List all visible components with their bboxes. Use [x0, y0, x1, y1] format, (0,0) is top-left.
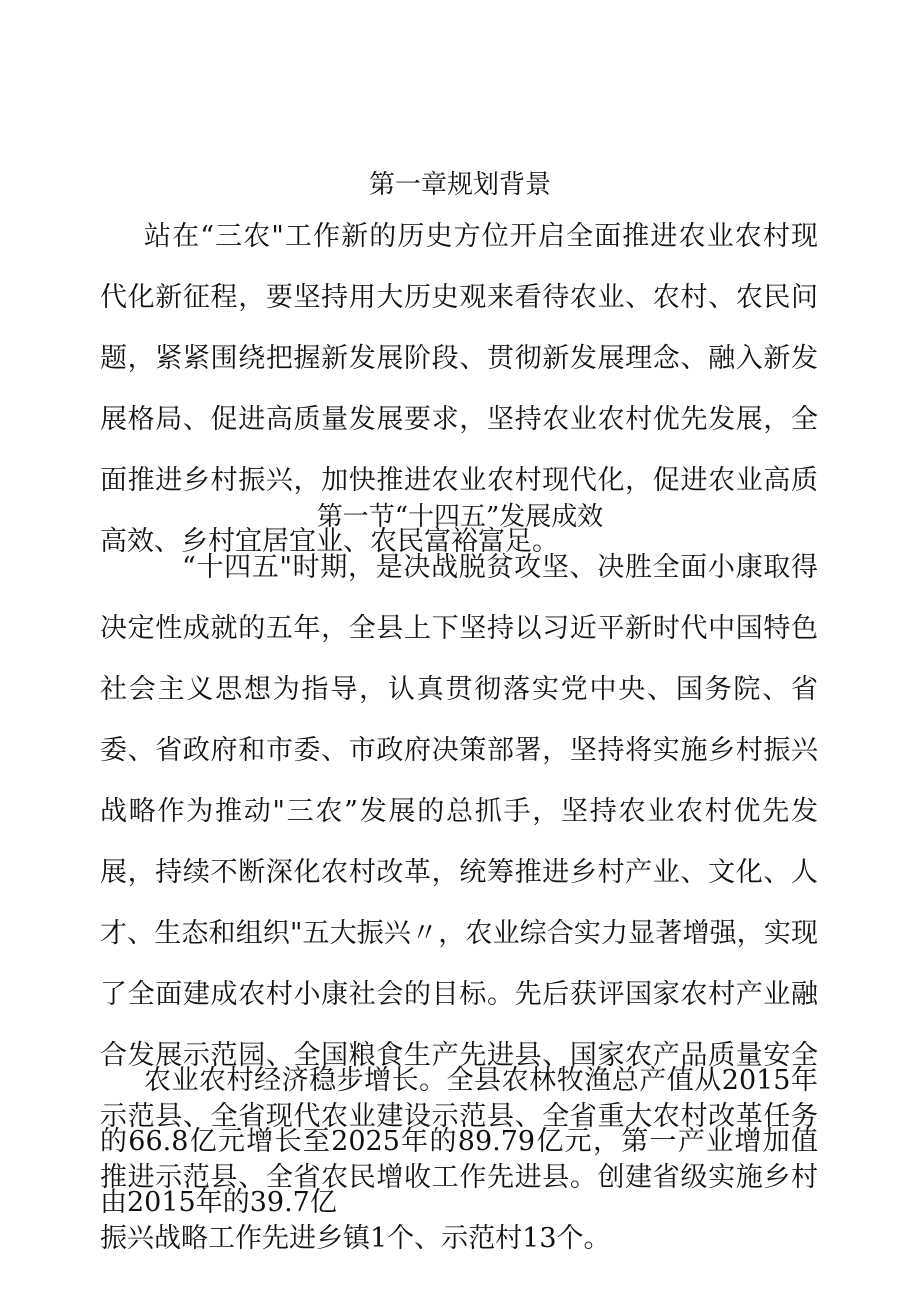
chapter-title: 第一章规划背景: [368, 170, 551, 200]
chapter-intro-paragraph: 站在“三农"工作新的历史方位开启全面推进农业农村现代化新征程，要坚持用大历史观来看待农业、农村、农民问题，紧紧围绕把握新发展阶段、贯彻新发展理念、融入新发展格局、促进高质量发展要求，坚持农业农村优先发展，全面推进乡村振兴，加快推进农业农村现代化，促进农业高质高效、乡村宜居宜业、农民富裕富足。: [100, 221, 818, 557]
section-paragraph-2: 农业农村经济稳步增长。全县农林牧渔总产值从2015年的66.8亿元增长至2025年的89.79亿元，第一产业增加值由2015年的39.7亿: [100, 1065, 818, 1218]
section-title: 第一节“十四五”发展成效: [316, 502, 604, 532]
section-paragraph-1: “十四五"时期，是决战脱贫攻坚、决胜全面小康取得决定性成就的五年，全县上下坚持以习近平新时代中国特色社会主义思想为指导，认真贯彻落实党中央、国务院、省委、省政府和市委、市政府决策部署，坚持将实施乡村振兴战略作为推动"三农”发展的总抓手，坚持农业农村优先发展，持续不断深化农村改革，统筹推进乡村产业、文化、人才、生态和组织"五大振兴〃，农业综合实力显著增强，实现了全面建成农村小康社会的目标。先后获评国家农村产业融合发展示范园、全国粮食生产先进县、国家农产品质量安全示范县、全省现代农业建设示范县、全省重大农村改革任务推进示范县、全省农民增收工作先进县。创建省级实施乡村振兴战略工作先进乡镇1个、示范村13个。: [100, 552, 818, 1254]
